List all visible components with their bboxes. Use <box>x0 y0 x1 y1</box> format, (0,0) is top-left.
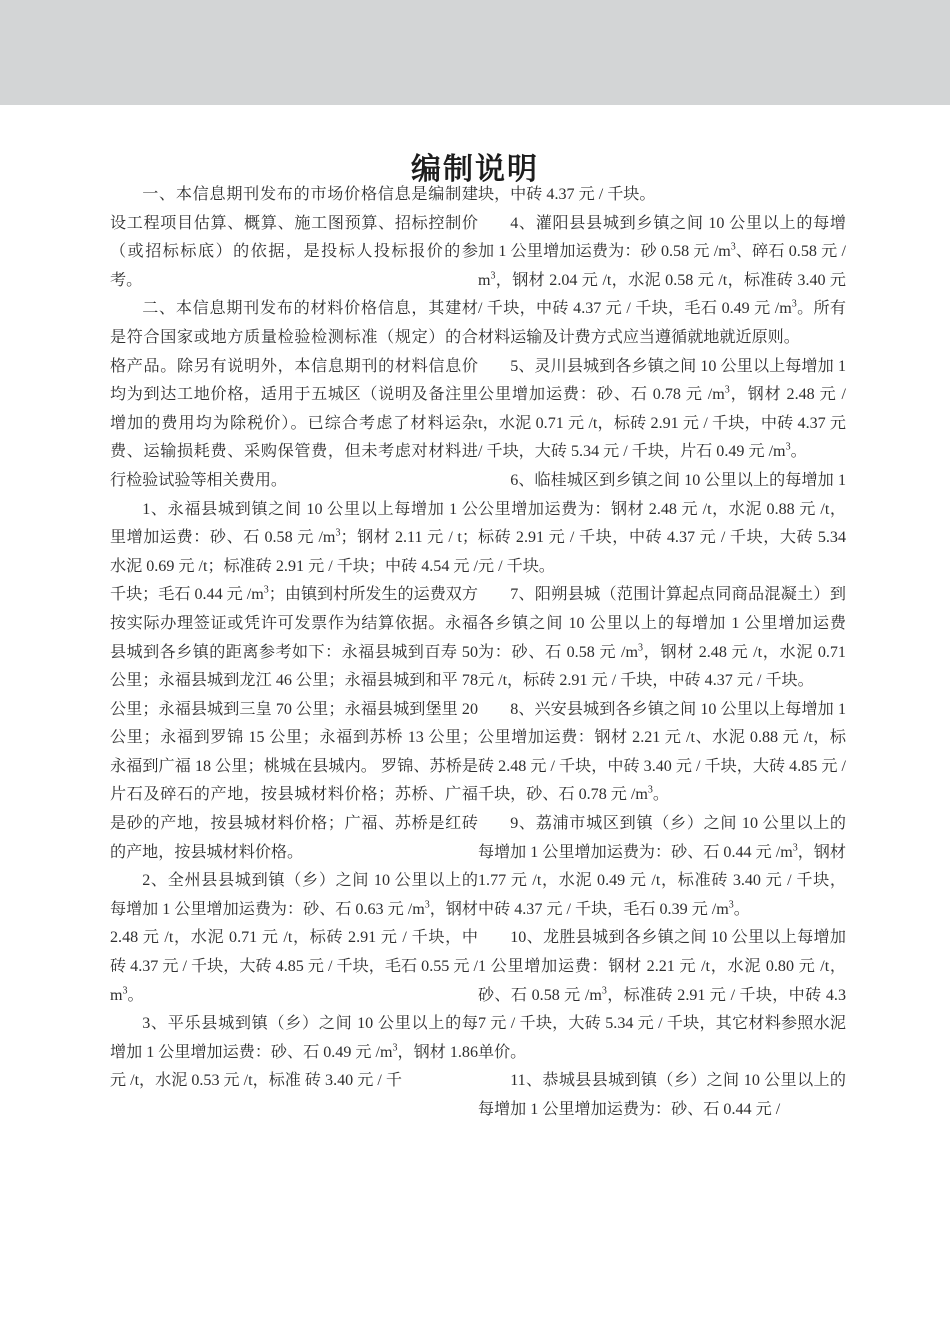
page-title: 编制说明 <box>411 153 539 187</box>
paragraph-section-2: 二、本信息期刊发布的材料价格信息，其建材是符合国家或地方质量检验检测标准（规定）的合格产品。除另有说明外，本信息期刊的材料信息价均为到达工地价格，适用于五城区（说明及备注里增加的费用均为除税价）。已综合考虑了材料运杂费、运输损耗费、采购保管费，但未考虑对材料进行检验试验等相关费用。 <box>110 300 478 489</box>
paragraph-section-1: 一、本信息期刊发布的市场价格信息是编制建设工程项目估算、概算、施工图预算、招标控制价（或招标标底）的依据，是投标人投标报价的参考。 <box>110 186 478 289</box>
text-column-left <box>110 181 478 1096</box>
paragraph-item-7-yangshuo: 7、阳朔县城（范围计算起点同商品混凝土）到各乡镇之间 10 公里以上的每增加 1 公里增加运费为：砂、石 0.58 元 $/m^3$，钢材 2.48 元 /t，水泥 0.71 元 /t，标砖 2.91 元 / 千块，中砖 4.37 元 / 千块。 <box>478 586 846 690</box>
paragraph-item-2-quanzhou: 2、全州县县城到镇（乡）之间 10 公里以上的每增加 1 公里增加运费为：砂、石 0.63 元 $/m^3$，钢材 2.48 元 /t，水泥 0.71 元 /t，标砖 2.91 元 / 千块，中砖 4.37 元 / 千块，大砖 4.85 元 / 千块，毛石 0.55 元 $/m^3$。 <box>110 872 478 1004</box>
paragraph-item-4-guanyang: 4、灌阳县县城到乡镇之间 10 公里以上的每增加 1 公里增加运费为：砂 0.58 元 $/m^3$、碎石 0.58 元 $/m^3$，钢材 2.04 元 /t，水泥 0.58 元 /t，标准砖 3.40 元 / 千块，中砖 4.37 元 / 千块，毛石 0.49 元 $/m^3$。所有材料运输及计费方式应当遵循就地就近原则。 <box>478 214 846 346</box>
paragraph-item-3-pingle: 3、平乐县城到镇（乡）之间 10 公里以上的每增加 1 公里增加运费：砂、石 0.49 元 $/m^3$，钢材 1.86 元 /t，水泥 0.53 元 /t，标准 砖 3.40 元 / 千 <box>110 1015 478 1090</box>
scan-gray-band <box>0 0 950 105</box>
document-page <box>0 105 950 1333</box>
paragraph-item-11-gongcheng: 11、恭城县县城到镇（乡）之间 10 公里以上的每增加 1 公里增加运费为：砂、石 0.44 元 / <box>478 1072 846 1118</box>
paragraph-item-3-pingle-cont: 块，中砖 4.37 元 / 千块。 <box>478 186 656 203</box>
paragraph-item-6-lingui: 6、临桂城区到乡镇之间 10 公里以上的每增加 1 公里增加运费为：钢材 2.48 元 /t，水泥 0.88 元 /t，标砖 2.91 元 / 千块，中砖 4.37 元 / 千块，大砖 5.34 元 / 千块。 <box>478 471 846 575</box>
paragraph-item-9-lipu: 9、荔浦市城区到镇（乡）之间 10 公里以上的每增加 1 公里增加运费为：砂、石 0.44 元 $/m^3$，钢材 1.77 元 /t，水泥 0.49 元 /t，标准砖 3.40 元 / 千块，中砖 4.37 元 / 千块，毛石 0.39 元 $/m^3$。 <box>478 815 846 918</box>
paragraph-item-5-lingchuan: 5、灵川县城到各乡镇之间 10 公里以上每增加 1 公里增加运费：砂、石 0.78 元 $/m^3$，钢材 2.48 元 /t，水泥 0.71 元 /t，标砖 2.91 元 / 千块，中砖 4.37 元 / 千块，大砖 5.34 元 / 千块，片石 0.49 元 $/m^3$。 <box>478 357 846 461</box>
paragraph-item-1-yongfu: 1、永福县城到镇之间 10 公里以上每增加 1 公里增加运费：砂、石 0.58 元 $/m^3$；钢材 2.11 元 / t；水泥 0.69 元 /t；标准砖 2.91 元 / 千块；中砖 4.54 元 / 千块；毛石 0.44 元 $/m^3$；由镇到村所发生的运费双方按实际办理签证或凭许可发票作为结算依据。永福县城到各乡镇的距离参考如下：永福县城到百寿 50 公里；永福县城到龙江 46 公里；永福县城到和平 78 公里；永福县城到三皇 70 公里；永福县城到堡里 20 公里；永福到罗锦 15 公里；永福到苏桥 13 公里；永福到广福 18 公里；桃城在县城内。 罗锦、苏桥是片石及碎石的产地，按县城材料价格；苏桥、广福是砂的产地，按县城材料价格；广福、苏桥是红砖的产地，按县城材料价格。 <box>110 500 478 861</box>
text-column-right <box>478 181 846 1125</box>
paragraph-item-10-longsheng: 10、龙胜县城到各乡镇之间 10 公里以上每增加 1 公里增加运费：钢材 2.21 元 /t，水泥 0.80 元 /t，砂、石 0.58 元 $/m^3$，标准砖 2.91 元 / 千块，中砖 4.37 元 / 千块，大砖 5.34 元 / 千块，其它材料参照水泥单价。 <box>478 929 846 1061</box>
paragraph-item-8-xingan: 8、兴安县城到各乡镇之间 10 公里以上每增加 1 公里增加运费：钢材 2.21 元 /t、水泥 0.88 元 /t，标砖 2.48 元 / 千块，中砖 3.40 元 / 千块，大砖 4.85 元 / 千块，砂、石 0.78 元 $/m^3$。 <box>478 700 846 804</box>
